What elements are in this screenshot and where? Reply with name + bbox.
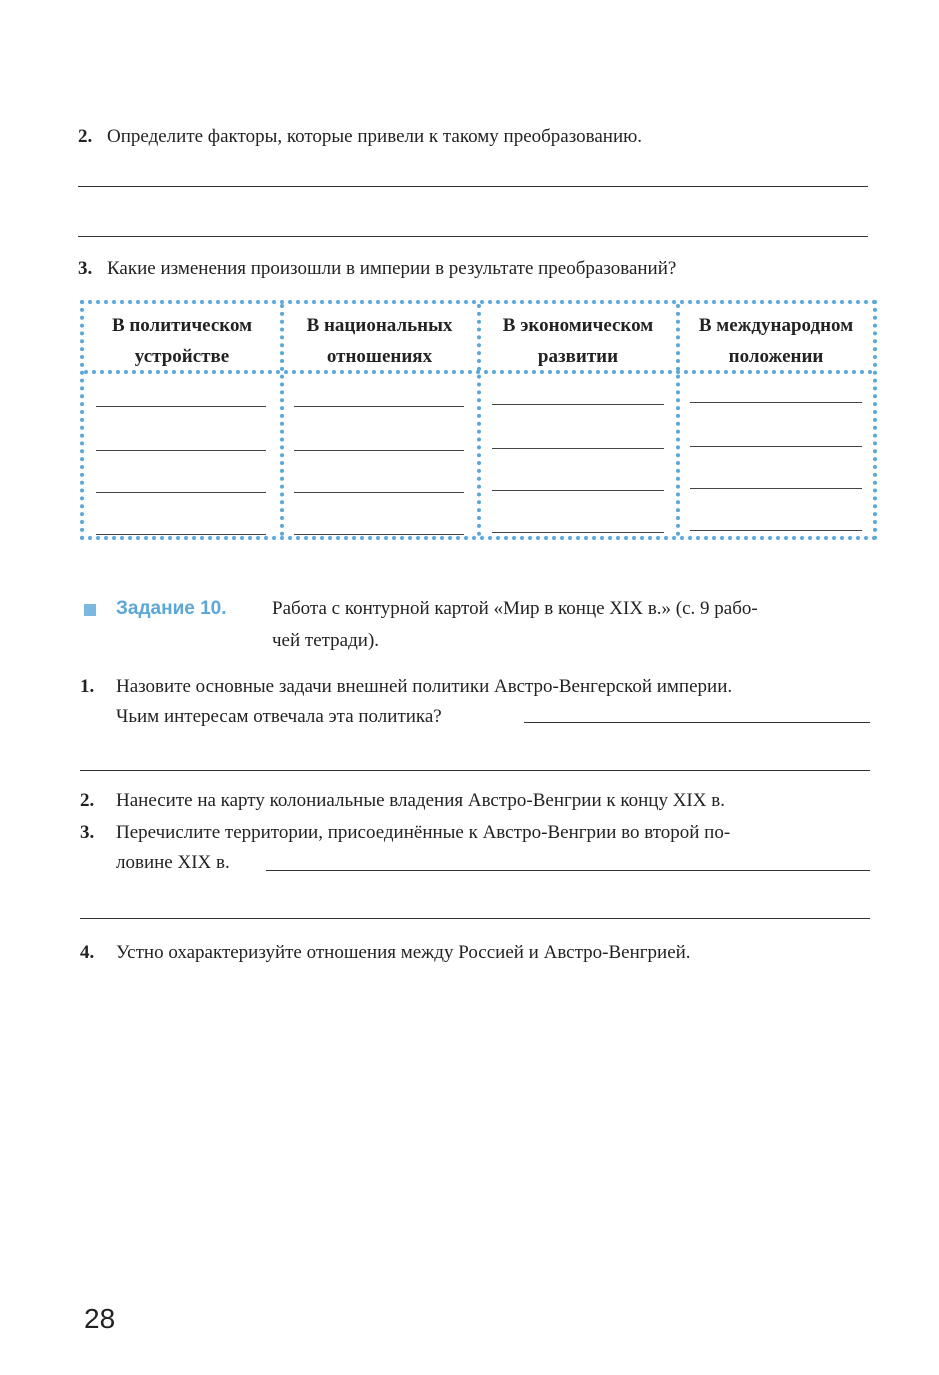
task-10-text-line1: Работа с контурной картой «Мир в конце XIX в.» (с. 9 рабо- [272,598,758,619]
item-4 [80,938,94,968]
table-answer-line[interactable] [690,530,862,531]
table-answer-line[interactable] [96,534,266,535]
table-answer-line[interactable] [294,492,464,493]
table-answer-line[interactable] [690,402,862,403]
answer-line[interactable] [80,918,870,919]
answer-line[interactable] [78,236,868,237]
item-3-line2: ловине XIX в. [116,852,230,873]
task-marker-icon [84,604,96,616]
item-3-line1: Перечислите территории, присоединённые к Австро-Венгрии во второй по- [116,822,731,843]
item-3 [80,818,94,848]
table-answer-line[interactable] [96,450,266,451]
table-answer-line[interactable] [294,534,464,535]
table-answer-line[interactable] [492,404,664,405]
page-number: 28 [84,1303,116,1334]
table-answer-line[interactable] [294,450,464,451]
item-3-number: 3. [80,822,95,843]
changes-table [80,300,877,540]
answer-line[interactable] [78,186,868,187]
question-2 [78,122,642,152]
item-2-line1: Нанесите на карту колониальные владения Австро-Венгрии к концу XIX в. [116,790,725,811]
answer-line[interactable] [80,770,870,771]
column-header-national: В национальных отношениях [306,315,453,367]
column-header-international: В международном положении [698,315,854,367]
item-2-number: 2. [80,790,95,811]
task-10-label: Задание 10. [116,598,227,619]
table-answer-line[interactable] [96,406,266,407]
item-4-number: 4. [80,942,95,963]
question-3-number: 3. [78,258,93,279]
answer-line[interactable] [266,870,870,871]
table-answer-line[interactable] [690,446,862,447]
column-header-political: В политическом устройстве [111,315,253,367]
table-answer-line[interactable] [294,406,464,407]
question-3 [78,254,676,284]
question-2-text: Определите факторы, которые привели к такому преобразованию. [107,126,643,147]
question-3-text: Какие изменения произошли в империи в результате преобразований? [107,258,677,279]
table-answer-line[interactable] [492,448,664,449]
question-2-number: 2. [78,126,93,147]
table-answer-line[interactable] [492,532,664,533]
item-1-number: 1. [80,676,95,697]
item-4-line1: Устно охарактеризуйте отношения между Россией и Австро-Венгрией. [116,942,691,963]
answer-line[interactable] [524,722,870,723]
table-answer-line[interactable] [690,488,862,489]
item-1 [80,672,94,702]
column-header-economic: В экономическом развитии [502,315,654,367]
item-1-line2: Чьим интересам отвечала эта политика? [116,706,442,727]
table-answer-line[interactable] [96,492,266,493]
table-answer-line[interactable] [492,490,664,491]
item-2 [80,786,94,816]
task-10-text-line2: чей тетради). [272,630,380,651]
item-1-line1: Назовите основные задачи внешней политики Австро-Венгерской империи. [116,676,733,697]
